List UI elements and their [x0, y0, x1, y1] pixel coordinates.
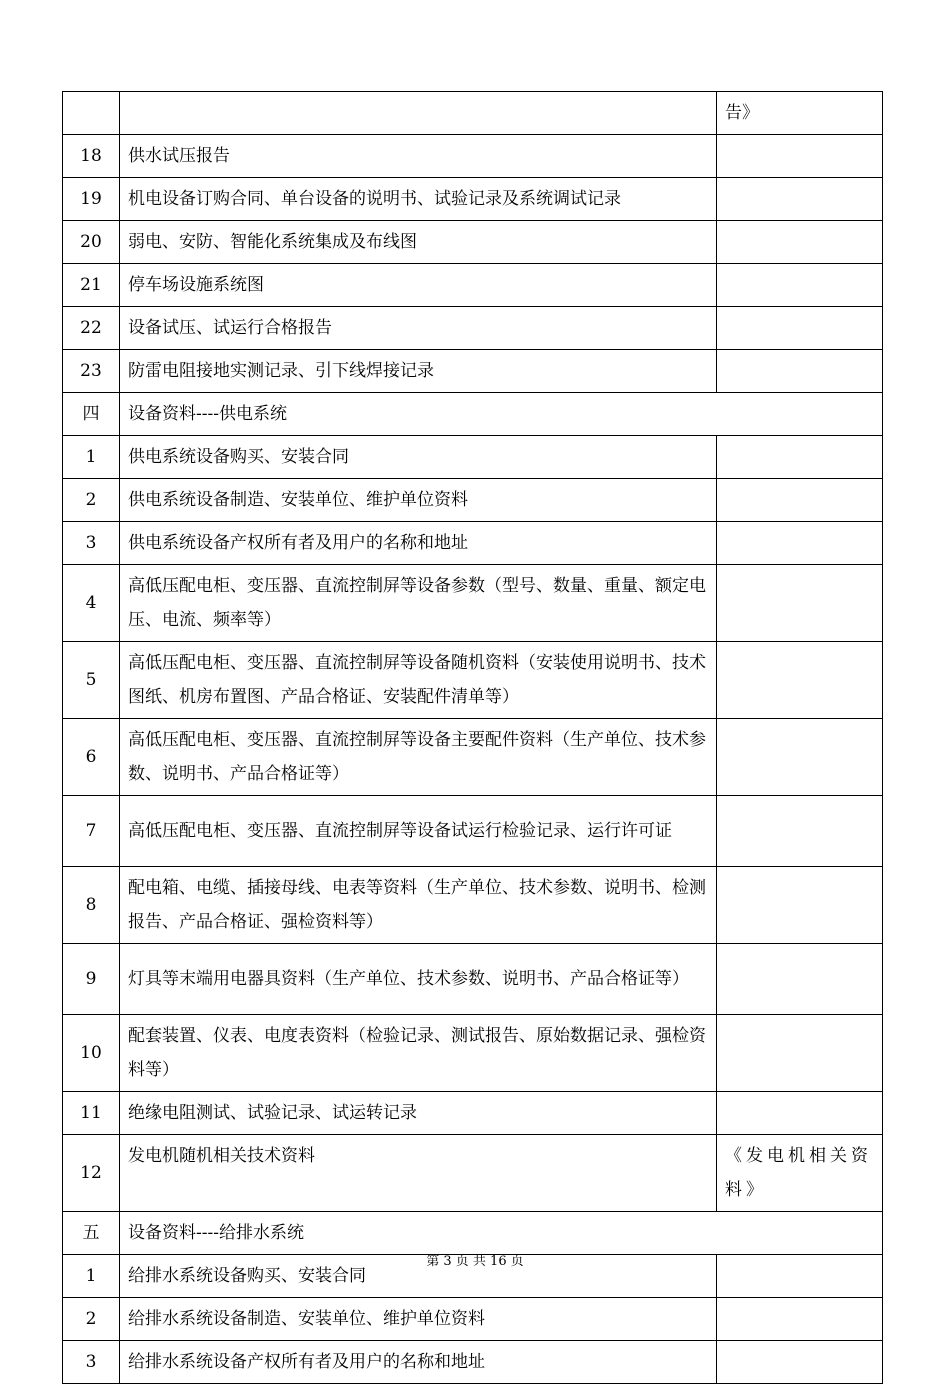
row-number: 12 [63, 1135, 120, 1212]
page-footer: 第 3 页 共 16 页 [426, 1254, 524, 1269]
row-content: 设备试压、试运行合格报告 [120, 307, 717, 350]
row-content: 高低压配电柜、变压器、直流控制屏等设备主要配件资料（生产单位、技术参数、说明书、产品合格证等） [120, 719, 717, 796]
row-remark [717, 944, 883, 1015]
row-number: 5 [63, 642, 120, 719]
table-row [63, 1298, 883, 1341]
table-row [63, 1092, 883, 1135]
row-number: 19 [63, 178, 120, 221]
table-row [63, 1135, 883, 1212]
row-number: 8 [63, 867, 120, 944]
row-remark [717, 522, 883, 565]
row-number [63, 92, 120, 135]
table-row [63, 221, 883, 264]
row-number: 7 [63, 796, 120, 867]
row-content: 给排水系统设备产权所有者及用户的名称和地址 [120, 1341, 717, 1384]
row-content: 设备资料----给排水系统 [120, 1212, 883, 1255]
row-content: 高低压配电柜、变压器、直流控制屏等设备参数（型号、数量、重量、额定电压、电流、频率等） [120, 565, 717, 642]
table-row [63, 1015, 883, 1092]
row-content: 防雷电阻接地实测记录、引下线焊接记录 [120, 350, 717, 393]
row-content: 供水试压报告 [120, 135, 717, 178]
row-number: 18 [63, 135, 120, 178]
table-row [63, 944, 883, 1015]
row-number: 2 [63, 479, 120, 522]
table-row [63, 393, 883, 436]
table-body [63, 92, 883, 1384]
table-row [63, 178, 883, 221]
row-remark [717, 867, 883, 944]
row-content: 机电设备订购合同、单台设备的说明书、试验记录及系统调试记录 [120, 178, 717, 221]
row-remark [717, 1015, 883, 1092]
row-content: 给排水系统设备制造、安装单位、维护单位资料 [120, 1298, 717, 1341]
row-remark [717, 565, 883, 642]
row-remark [717, 479, 883, 522]
table-row [63, 796, 883, 867]
row-remark [717, 1092, 883, 1135]
row-number: 1 [63, 1255, 120, 1298]
row-number: 4 [63, 565, 120, 642]
row-remark [717, 264, 883, 307]
row-number: 11 [63, 1092, 120, 1135]
row-number: 1 [63, 436, 120, 479]
table-row [63, 1341, 883, 1384]
row-content [120, 92, 717, 135]
row-remark: 《发电机相关资料》 [717, 1135, 883, 1212]
document-table [62, 91, 883, 1384]
table-row [63, 719, 883, 796]
row-remark [717, 436, 883, 479]
row-remark [717, 719, 883, 796]
table-row [63, 867, 883, 944]
row-content: 给排水系统设备购买、安装合同 [120, 1255, 717, 1298]
row-remark [717, 307, 883, 350]
row-number: 9 [63, 944, 120, 1015]
row-remark: 告》 [717, 92, 883, 135]
table-row [63, 92, 883, 135]
row-remark [717, 178, 883, 221]
table-row [63, 350, 883, 393]
row-content: 灯具等末端用电器具资料（生产单位、技术参数、说明书、产品合格证等） [120, 944, 717, 1015]
row-content: 弱电、安防、智能化系统集成及布线图 [120, 221, 717, 264]
row-number: 五 [63, 1212, 120, 1255]
row-remark [717, 796, 883, 867]
row-number: 20 [63, 221, 120, 264]
row-number: 3 [63, 522, 120, 565]
row-number: 10 [63, 1015, 120, 1092]
table-row [63, 307, 883, 350]
row-remark [717, 350, 883, 393]
row-number: 四 [63, 393, 120, 436]
row-remark [717, 221, 883, 264]
table-row [63, 436, 883, 479]
row-content: 停车场设施系统图 [120, 264, 717, 307]
table-row [63, 565, 883, 642]
row-content: 高低压配电柜、变压器、直流控制屏等设备随机资料（安装使用说明书、技术图纸、机房布置图、产品合格证、安装配件清单等） [120, 642, 717, 719]
table-row [63, 522, 883, 565]
row-number: 2 [63, 1298, 120, 1341]
row-remark [717, 642, 883, 719]
row-number: 21 [63, 264, 120, 307]
row-content: 供电系统设备制造、安装单位、维护单位资料 [120, 479, 717, 522]
row-content: 发电机随机相关技术资料 [120, 1135, 717, 1212]
row-number: 22 [63, 307, 120, 350]
table-row [63, 135, 883, 178]
row-content: 配套装置、仪表、电度表资料（检验记录、测试报告、原始数据记录、强检资料等） [120, 1015, 717, 1092]
table-row [63, 642, 883, 719]
row-content: 供电系统设备产权所有者及用户的名称和地址 [120, 522, 717, 565]
row-remark [717, 1341, 883, 1384]
row-number: 3 [63, 1341, 120, 1384]
table-row [63, 479, 883, 522]
table-row [63, 1212, 883, 1255]
row-remark [717, 1298, 883, 1341]
row-content: 绝缘电阻测试、试验记录、试运转记录 [120, 1092, 717, 1135]
row-number: 23 [63, 350, 120, 393]
row-number: 6 [63, 719, 120, 796]
row-content: 高低压配电柜、变压器、直流控制屏等设备试运行检验记录、运行许可证 [120, 796, 717, 867]
row-content: 配电箱、电缆、插接母线、电表等资料（生产单位、技术参数、说明书、检测报告、产品合格证、强检资料等） [120, 867, 717, 944]
table-row [63, 264, 883, 307]
row-content: 设备资料----供电系统 [120, 393, 883, 436]
row-content: 供电系统设备购买、安装合同 [120, 436, 717, 479]
row-remark [717, 135, 883, 178]
